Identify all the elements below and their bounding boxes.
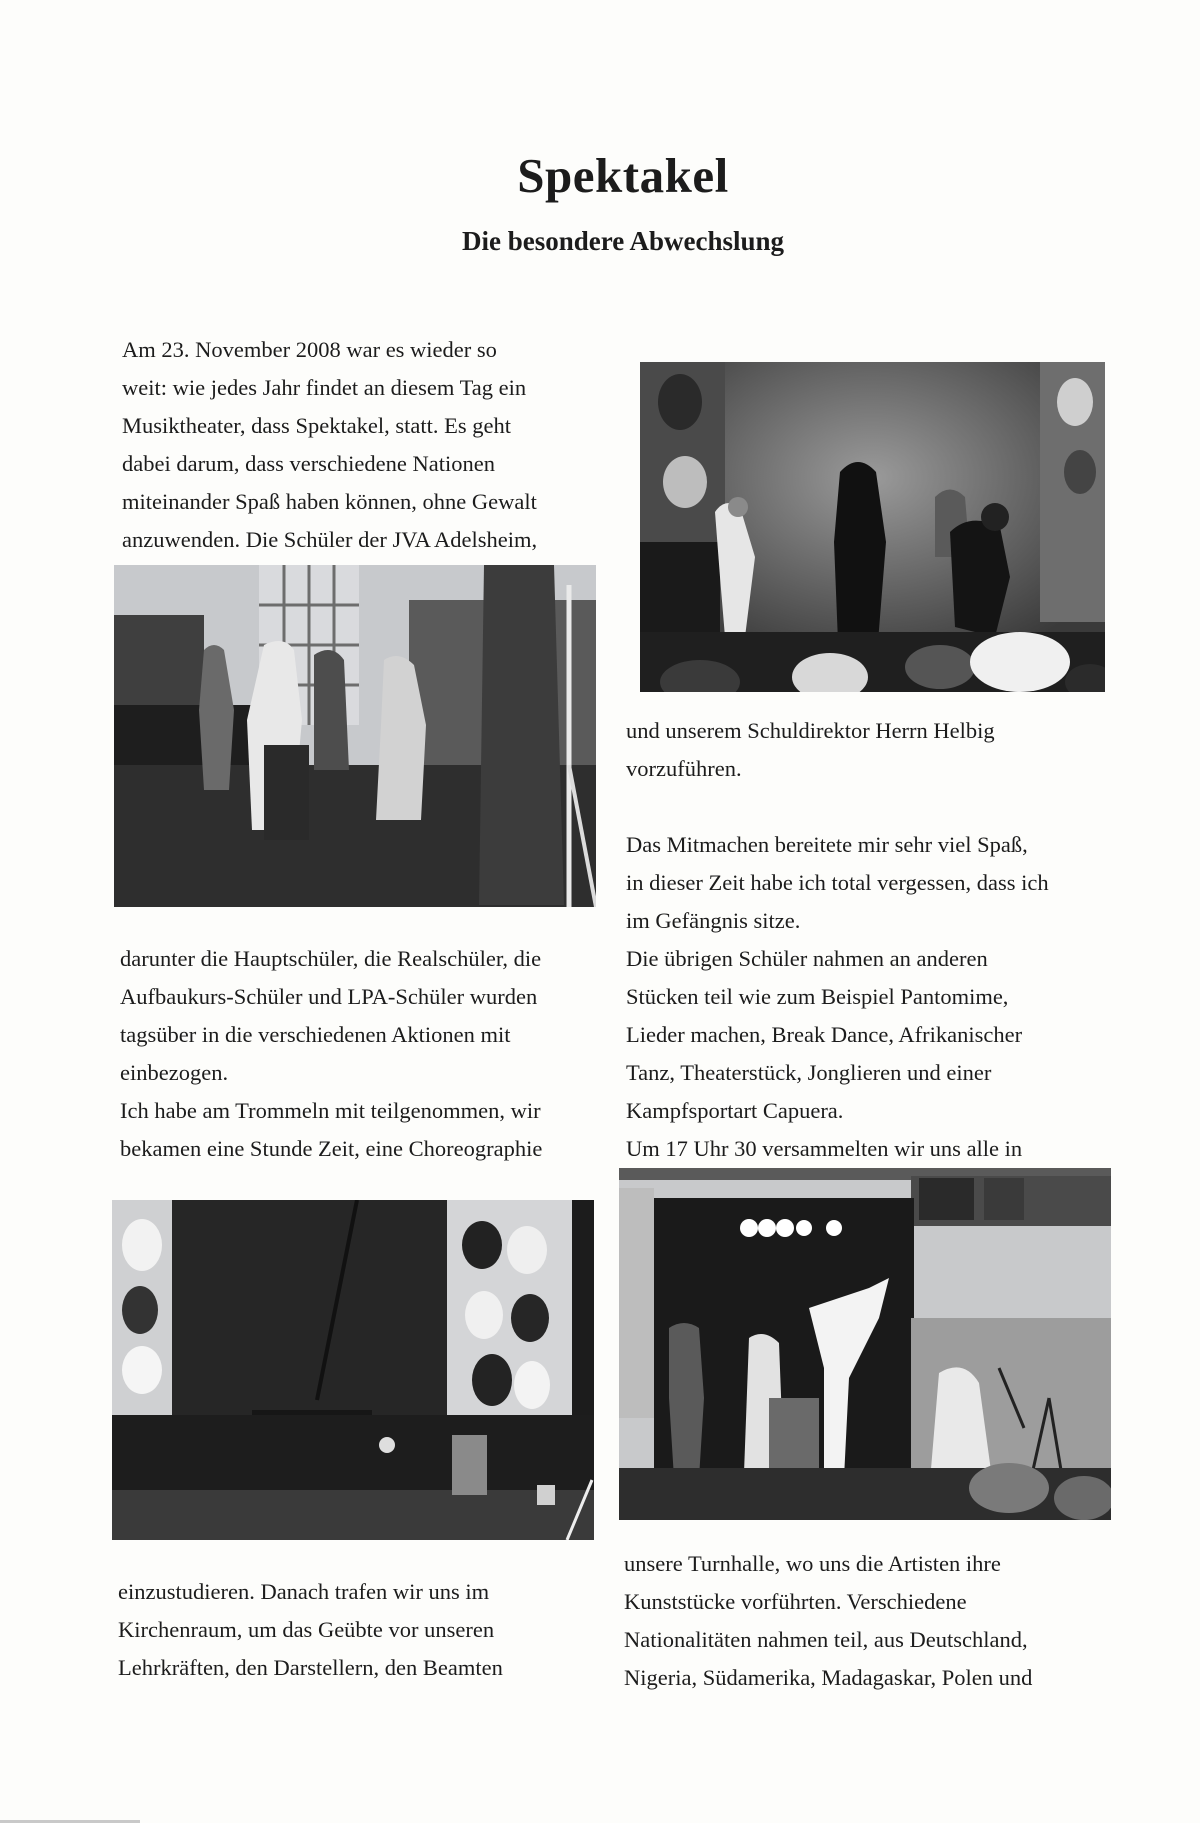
text-line: Ich habe am Trommeln mit teilgenommen, wir bbox=[120, 1098, 541, 1123]
text-line: Kirchenraum, um das Geübte vor unseren bbox=[118, 1617, 495, 1642]
text-line: Kunststücke vorführten. Verschiedene bbox=[624, 1589, 967, 1614]
page-title: Spektakel bbox=[517, 148, 729, 203]
text-line: Tanz, Theaterstück, Jonglieren und einer bbox=[626, 1060, 992, 1085]
text-line: vorzuführen. bbox=[626, 756, 742, 781]
text-line: im Gefängnis sitze. bbox=[626, 908, 801, 933]
photo-capoeira-performance bbox=[619, 1168, 1111, 1520]
text-line: und unserem Schuldirektor Herrn Helbig bbox=[626, 718, 995, 743]
text-line: unsere Turnhalle, wo uns die Artisten ihre bbox=[624, 1551, 1001, 1576]
photo-dance-rehearsal bbox=[114, 565, 596, 907]
empty-stage-image bbox=[112, 1200, 594, 1540]
text-line: Lehrkräften, den Darstellern, den Beamten bbox=[118, 1655, 503, 1680]
photo-empty-stage bbox=[112, 1200, 594, 1540]
page-subtitle: Die besondere Abwechslung bbox=[461, 226, 785, 256]
paragraph-left-middle bbox=[120, 940, 542, 1168]
text-line: Das Mitmachen bereitete mir sehr viel Spaß, bbox=[626, 832, 1028, 857]
text-line: Nigeria, Südamerika, Madagaskar, Polen und bbox=[624, 1665, 1033, 1690]
text-line: miteinander Spaß haben können, ohne Gewalt bbox=[122, 489, 537, 514]
dance-rehearsal-image bbox=[114, 565, 596, 907]
text-line: Aufbaukurs-Schüler und LPA-Schüler wurden bbox=[120, 984, 538, 1009]
capoeira-performance-image bbox=[619, 1168, 1111, 1520]
text-line: Am 23. November 2008 war es wieder so bbox=[122, 337, 497, 362]
text-line: Stücken teil wie zum Beispiel Pantomime, bbox=[626, 984, 1009, 1009]
paragraph-right-top bbox=[626, 712, 995, 788]
text-line: bekamen eine Stunde Zeit, eine Choreographie bbox=[120, 1136, 543, 1161]
text-line: dabei darum, dass verschiedene Nationen bbox=[122, 451, 495, 476]
photo-stage-performance bbox=[640, 362, 1105, 692]
paragraph-right-middle bbox=[626, 826, 1049, 1168]
paragraph-left-bottom bbox=[118, 1573, 503, 1687]
paragraph-right-bottom bbox=[624, 1545, 1032, 1697]
stage-performance-image bbox=[640, 362, 1105, 692]
text-line: weit: wie jedes Jahr findet an diesem Tag ein bbox=[122, 375, 527, 400]
text-line: einbezogen. bbox=[120, 1060, 229, 1085]
text-line: Lieder machen, Break Dance, Afrikanischer bbox=[626, 1022, 1023, 1047]
text-line: tagsüber in die verschiedenen Aktionen mit bbox=[120, 1022, 511, 1047]
text-line: Nationalitäten nahmen teil, aus Deutschland, bbox=[624, 1627, 1028, 1652]
text-line: einzustudieren. Danach trafen wir uns im bbox=[118, 1579, 490, 1604]
text-line: Musiktheater, dass Spektakel, statt. Es geht bbox=[122, 413, 512, 438]
text-line: Kampfsportart Capuera. bbox=[626, 1098, 844, 1123]
paragraph-intro bbox=[122, 331, 537, 559]
text-line: Die übrigen Schüler nahmen an anderen bbox=[626, 946, 988, 971]
text-line: in dieser Zeit habe ich total vergessen, dass ich bbox=[626, 870, 1049, 895]
text-line: anzuwenden. Die Schüler der JVA Adelsheim, bbox=[122, 527, 538, 552]
text-line: Um 17 Uhr 30 versammelten wir uns alle in bbox=[626, 1136, 1023, 1161]
text-line: darunter die Hauptschüler, die Realschüler, die bbox=[120, 946, 542, 971]
